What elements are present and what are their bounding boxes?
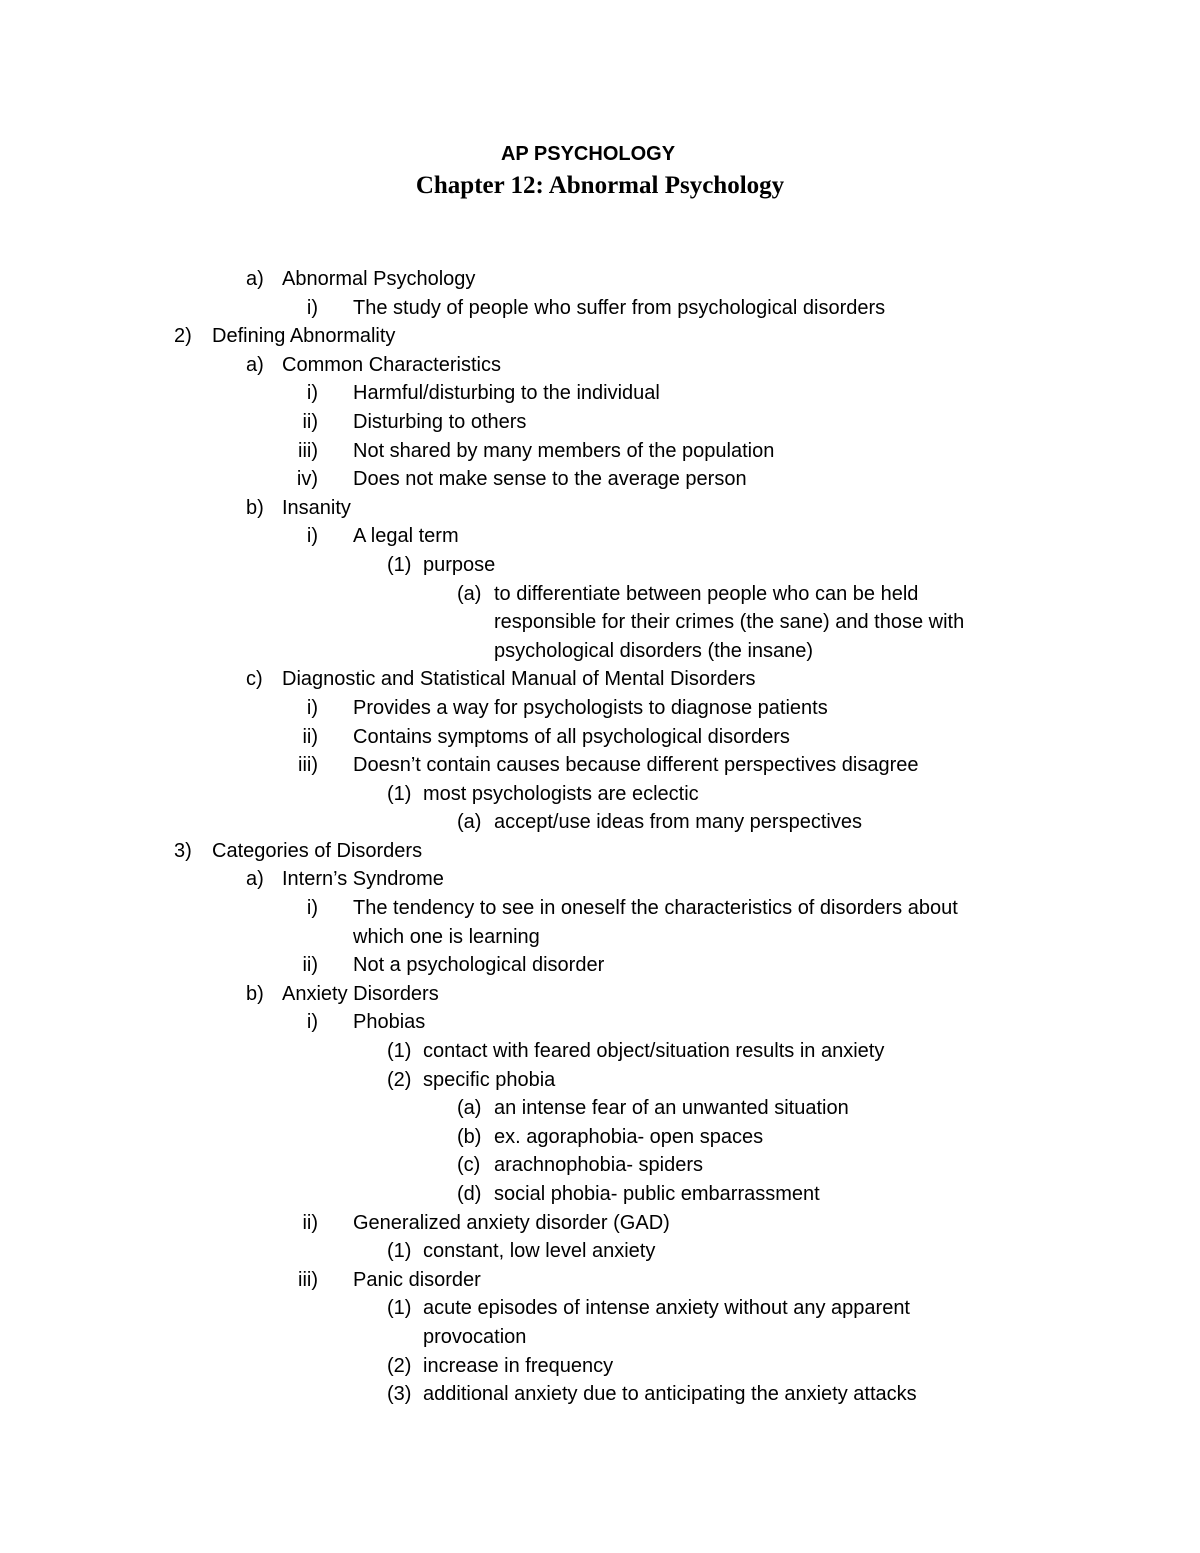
outline-item — [0, 637, 1200, 666]
outline-item — [0, 551, 1200, 580]
outline-text: acute episodes of intense anxiety without any apparent — [423, 1297, 910, 1320]
outline-marker: (2) — [387, 1354, 412, 1377]
chapter-title: Chapter 12: Abnormal Psychology — [415, 172, 785, 199]
outline-text: to differentiate between people who can be held — [494, 582, 919, 605]
outline-item — [0, 351, 1200, 380]
outline-text: contact with feared object/situation results in anxiety — [423, 1040, 885, 1063]
outline-marker: (1) — [387, 1240, 412, 1263]
outline-text: Provides a way for psychologists to diagnose patients — [353, 696, 828, 719]
outline-marker: i) — [306, 897, 318, 920]
outline-text: Insanity — [282, 496, 351, 519]
outline-item — [0, 408, 1200, 437]
outline-item — [0, 1323, 1200, 1352]
outline-text: an intense fear of an unwanted situation — [494, 1097, 849, 1120]
outline-item — [0, 1352, 1200, 1381]
outline-item — [0, 465, 1200, 494]
outline-marker: ii) — [302, 410, 318, 433]
outline-text: psychological disorders (the insane) — [494, 639, 814, 662]
outline-marker: 3) — [174, 839, 192, 862]
outline-marker: a) — [246, 268, 264, 290]
outline-marker: i) — [306, 1011, 318, 1034]
outline-marker: ii) — [302, 725, 318, 748]
outline-marker: a) — [246, 353, 264, 376]
outline-text: Generalized anxiety disorder (GAD) — [353, 1211, 670, 1234]
outline-text: specific phobia — [423, 1068, 556, 1091]
outline-text: Panic disorder — [353, 1268, 481, 1291]
outline-text: provocation — [423, 1325, 527, 1348]
outline-item — [0, 1209, 1200, 1238]
outline-text: additional anxiety due to anticipating the anxiety attacks — [423, 1383, 917, 1406]
outline-marker: (d) — [457, 1183, 482, 1205]
outline-text: Categories of Disorders — [212, 839, 423, 862]
outline-marker: (a) — [457, 1097, 482, 1120]
outline-marker: b) — [246, 982, 264, 1005]
outline-item — [0, 1123, 1200, 1152]
outline-marker: i) — [306, 382, 318, 405]
outline-item — [0, 580, 1200, 609]
outline-text: ex. agoraphobia- open spaces — [494, 1125, 764, 1148]
outline-item — [0, 723, 1200, 752]
outline-item — [0, 1037, 1200, 1066]
outline-item — [0, 1266, 1200, 1295]
outline-text: social phobia- public embarrassment — [494, 1183, 820, 1205]
outline-marker: b) — [246, 496, 264, 519]
outline-list — [0, 265, 1200, 1409]
outline-text: purpose — [423, 553, 496, 576]
outline-marker: ii) — [302, 954, 318, 977]
outline-text: Doesn’t contain causes because different perspectives disagree — [353, 754, 919, 777]
outline-text: The study of people who suffer from psychological disorders — [353, 296, 886, 319]
outline-marker: (1) — [387, 553, 412, 576]
outline-item — [0, 923, 1200, 952]
outline-text: Disturbing to others — [353, 410, 527, 433]
outline-text: Abnormal Psychology — [282, 268, 476, 290]
outline-text: arachnophobia- spiders — [494, 1154, 704, 1177]
outline-item — [0, 1151, 1200, 1180]
outline-marker: 2) — [174, 325, 192, 348]
outline-text: Contains symptoms of all psychological disorders — [353, 725, 790, 748]
outline-item — [0, 865, 1200, 894]
outline-marker: (1) — [387, 1040, 412, 1063]
outline-item — [0, 694, 1200, 723]
course-title: AP PSYCHOLOGY — [500, 143, 676, 165]
outline-item — [0, 322, 1200, 351]
outline-item — [0, 494, 1200, 523]
outline-text: Does not make sense to the average person — [353, 468, 747, 491]
outline-marker: ii) — [302, 1211, 318, 1234]
outline-item — [0, 951, 1200, 980]
outline-item — [0, 1008, 1200, 1037]
outline-item — [0, 751, 1200, 780]
outline-item — [0, 808, 1200, 837]
outline-marker: (a) — [457, 582, 482, 605]
outline-marker: c) — [246, 668, 263, 691]
outline-marker: (3) — [387, 1383, 412, 1406]
outline-text: which one is learning — [353, 925, 540, 948]
outline-marker: (1) — [387, 1297, 412, 1320]
outline-text: accept/use ideas from many perspectives — [494, 811, 862, 834]
outline-marker: i) — [306, 696, 318, 719]
outline-text: Defining Abnormality — [212, 325, 396, 348]
outline-item — [0, 837, 1200, 866]
outline-item — [0, 1066, 1200, 1095]
outline-text: increase in frequency — [423, 1354, 614, 1377]
outline-item — [0, 665, 1200, 694]
outline-text: A legal term — [353, 525, 459, 548]
outline-item — [0, 1294, 1200, 1323]
outline-marker: iii) — [298, 1268, 318, 1291]
outline-text: Intern’s Syndrome — [282, 868, 444, 891]
outline-text: most psychologists are eclectic — [423, 782, 699, 805]
outline-marker: (b) — [457, 1125, 482, 1148]
outline-marker: (a) — [457, 811, 482, 834]
outline-item — [0, 980, 1200, 1009]
outline-marker: iv) — [296, 468, 318, 491]
outline-item — [0, 1380, 1200, 1409]
outline-marker: a) — [246, 868, 264, 891]
outline-marker: (c) — [457, 1154, 481, 1177]
outline-item — [0, 780, 1200, 809]
outline-item — [0, 894, 1200, 923]
outline-text: Anxiety Disorders — [282, 982, 439, 1005]
outline-item — [0, 379, 1200, 408]
outline-text: Phobias — [353, 1011, 426, 1034]
outline-item — [0, 294, 1200, 323]
outline-text: Diagnostic and Statistical Manual of Mental Disorders — [282, 668, 756, 691]
outline-marker: i) — [306, 525, 318, 548]
outline-text: The tendency to see in oneself the characteristics of disorders about — [353, 897, 958, 920]
outline-item — [0, 1094, 1200, 1123]
outline-item — [0, 1237, 1200, 1266]
outline-text: Harmful/disturbing to the individual — [353, 382, 660, 405]
outline-text: Common Characteristics — [282, 353, 501, 376]
outline-text: Not a psychological disorder — [353, 954, 605, 977]
outline-text: constant, low level anxiety — [423, 1240, 656, 1263]
outline-marker: iii) — [298, 439, 318, 462]
outline-marker: (1) — [387, 782, 412, 805]
outline-item — [0, 437, 1200, 466]
outline-item — [0, 265, 1200, 294]
outline-item — [0, 1180, 1200, 1209]
outline-item — [0, 608, 1200, 637]
outline-text: Not shared by many members of the population — [353, 439, 775, 462]
outline-marker: iii) — [298, 754, 318, 777]
outline-item — [0, 522, 1200, 551]
outline-marker: (2) — [387, 1068, 412, 1091]
outline-marker: i) — [306, 296, 318, 319]
outline-text: responsible for their crimes (the sane) and those with — [494, 611, 965, 634]
